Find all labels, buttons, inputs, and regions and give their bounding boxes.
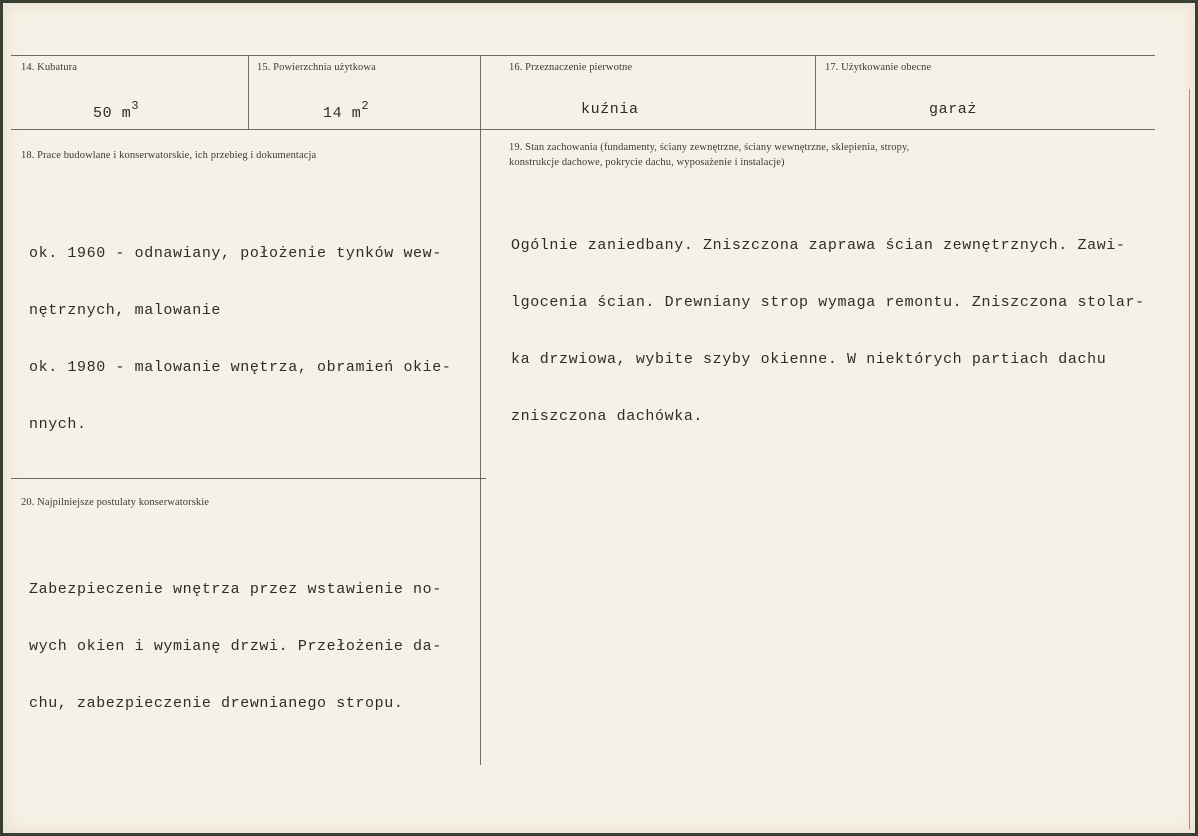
stan-line: lgocenia ścian. Drewniany strop wymaga remontu. Zniszczona stolar-: [511, 294, 1145, 311]
column-divider-1: [248, 55, 249, 129]
field-przeznaczenie-label: 16. Przeznaczenie pierwotne: [509, 62, 633, 73]
stan-line: zniszczona dachówka.: [511, 408, 704, 425]
field-kubatura-value: 50 $m^3$: [93, 99, 140, 122]
powierzchnia-exponent: 2: [361, 99, 370, 113]
stan-line: Ogólnie zaniedbany. Zniszczona zaprawa ścian zewnętrznych. Zawi-: [511, 237, 1126, 254]
postulaty-line: chu, zabezpieczenie drewnianego stropu.: [29, 695, 404, 712]
field-przeznaczenie-value: kuźnia: [581, 101, 639, 118]
field-uzytkowanie-label: 17. Użytkowanie obecne: [825, 62, 932, 73]
prace-line: ok. 1960 - odnawiany, położenie tynków wew-: [29, 245, 442, 262]
prace-line: nętrznych, malowanie: [29, 302, 222, 319]
field-powierzchnia-label: 15. Powierzchnia użytkowa: [257, 62, 376, 73]
stan-line: ka drzwiowa, wybite szyby okienne. W niektórych partiach dachu: [511, 351, 1107, 368]
section-divider-line: [11, 478, 486, 479]
field-postulaty-label: 20. Najpilniejsze postulaty konserwatorskie: [21, 497, 210, 508]
right-border-line: [1189, 89, 1190, 829]
top-border-line: [11, 55, 1155, 56]
field-prace-text: [29, 206, 451, 472]
kubatura-exponent: 3: [131, 99, 140, 113]
prace-line: ok. 1980 - malowanie wnętrza, obramień okie-: [29, 359, 452, 376]
column-divider-3: [815, 55, 816, 129]
field-stan-label-line1: 19. Stan zachowania (fundamenty, ściany zewnętrzne, ściany wewnętrzne, sklepienia, stropy,: [509, 142, 910, 153]
field-stan-label-line2: konstrukcje dachowe, pokrycie dachu, wyposażenie i instalacje): [509, 157, 785, 168]
field-stan-text: [511, 198, 1145, 464]
field-kubatura-label: 14. Kubatura: [21, 62, 78, 73]
field-powierzchnia-value: 14 $m^2$: [323, 99, 370, 122]
postulaty-line: Zabezpieczenie wnętrza przez wstawienie no-: [29, 581, 442, 598]
postulaty-line: wych okien i wymianę drzwi. Przełożenie da-: [29, 638, 442, 655]
prace-line: nnych.: [29, 416, 87, 433]
column-divider-2: [480, 55, 481, 765]
row-divider-line: [11, 129, 1155, 130]
field-postulaty-text: [29, 542, 442, 751]
record-card: [3, 3, 1195, 833]
field-uzytkowanie-value: garaż: [929, 101, 978, 118]
field-prace-label: 18. Prace budowlane i konserwatorskie, ich przebieg i dokumentacja: [21, 150, 317, 161]
